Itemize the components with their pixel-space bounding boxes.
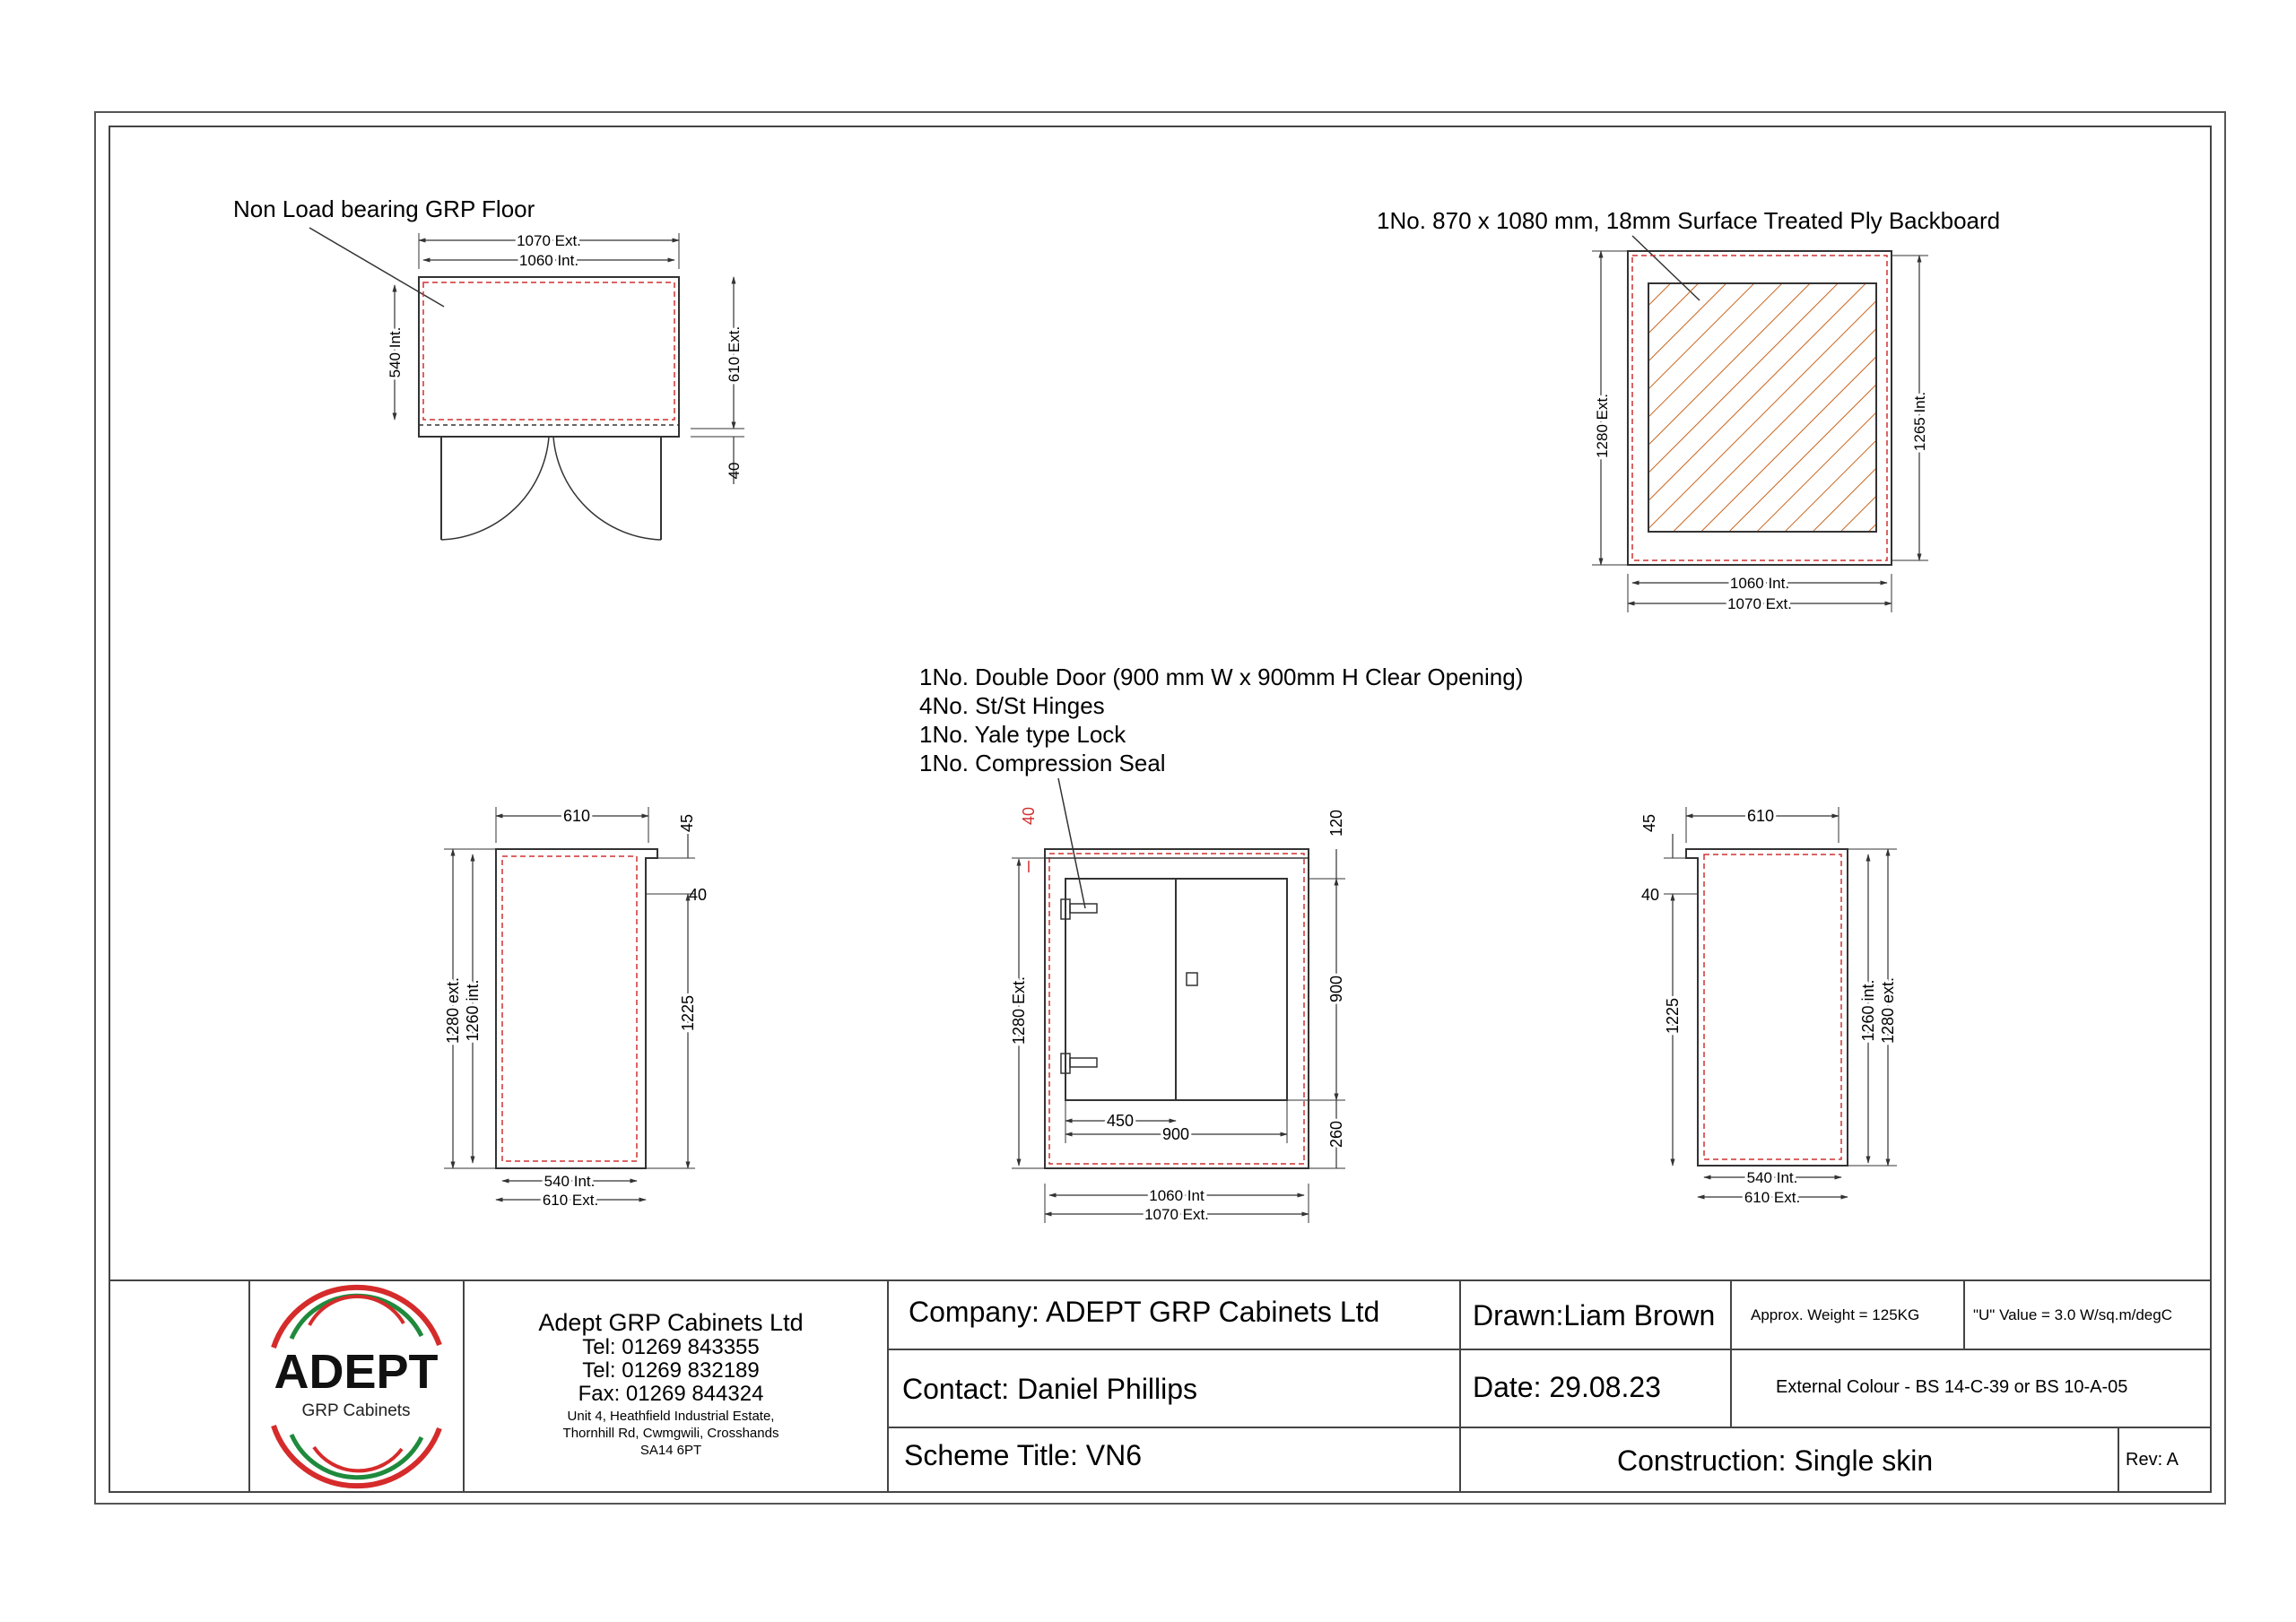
right-int-height: 1260 int. xyxy=(1859,979,1877,1042)
logo-text: ADEPT xyxy=(274,1345,439,1399)
front-door-height: 900 xyxy=(1327,975,1345,1003)
note-line-4: 1No. Compression Seal xyxy=(919,750,1166,776)
left-body-1225: 1225 xyxy=(679,994,697,1032)
right-drip-40: 40 xyxy=(1641,886,1660,904)
company-address-1: Unit 4, Heathfield Industrial Estate, xyxy=(567,1409,775,1424)
tb-weight: Approx. Weight = 125KG xyxy=(1751,1306,1920,1323)
note-line-3: 1No. Yale type Lock xyxy=(919,721,1126,748)
backboard-ext-height: 1280 Ext. xyxy=(1594,394,1611,458)
plan-int-depth: 540 Int. xyxy=(387,326,404,378)
right-body-1225: 1225 xyxy=(1664,997,1682,1035)
backboard-view xyxy=(1377,207,2000,612)
plan-inner-dashed xyxy=(423,282,674,420)
tb-rev: Rev: A xyxy=(2126,1450,2179,1470)
company-details xyxy=(538,1309,803,1458)
tb-date: Date: 29.08.23 xyxy=(1473,1371,1661,1403)
front-ext-width: 1070 Ext. xyxy=(1144,1206,1209,1223)
front-door-width: 900 xyxy=(1161,1125,1190,1143)
company-tel-2: Tel: 01269 832189 xyxy=(582,1358,760,1383)
left-int-depth: 540 Int. xyxy=(544,1173,596,1190)
tb-company: Company: ADEPT GRP Cabinets Ltd xyxy=(909,1296,1380,1328)
front-half-450: 450 xyxy=(1106,1112,1135,1130)
note-line-1: 1No. Double Door (900 mm W x 900mm H Clear Opening) xyxy=(919,664,1524,690)
tb-construction: Construction: Single skin xyxy=(1617,1444,1934,1477)
door-swing-right xyxy=(553,437,661,540)
company-fax: Fax: 01269 844324 xyxy=(578,1382,764,1406)
door-notes xyxy=(919,664,1523,908)
company-address-2: Thornhill Rd, Cwmgwili, Crosshands xyxy=(562,1426,779,1441)
company-tel-1: Tel: 01269 843355 xyxy=(582,1335,760,1359)
left-side-dimensions xyxy=(444,807,707,1209)
floor-label: Non Load bearing GRP Floor xyxy=(233,195,535,222)
backboard-int-width: 1060 Int. xyxy=(1729,575,1790,592)
company-name: Adept GRP Cabinets Ltd xyxy=(538,1309,804,1336)
tb-colour: External Colour - BS 14-C-39 or BS 10-A-05 xyxy=(1776,1377,2128,1397)
plan-ext-width: 1070 Ext. xyxy=(517,232,581,249)
plan-view xyxy=(233,195,744,540)
front-roof-120: 120 xyxy=(1327,809,1345,837)
left-side-outline xyxy=(496,849,657,1168)
title-block-fields xyxy=(902,1296,2179,1477)
front-ext-height: 1280 Ext. xyxy=(1010,976,1028,1045)
front-dimensions xyxy=(1010,807,1345,1223)
plan-ext-depth: 610 Ext. xyxy=(726,325,743,383)
backboard-ext-width: 1070 Ext. xyxy=(1727,595,1792,612)
right-side-dimensions xyxy=(1640,807,1897,1206)
logo-subtext: GRP Cabinets xyxy=(301,1401,411,1420)
left-ext-height: 1280 ext. xyxy=(444,976,462,1045)
right-overhang-45: 45 xyxy=(1640,813,1658,833)
note-line-2: 4No. St/St Hinges xyxy=(919,692,1105,719)
plan-dimensions xyxy=(387,232,743,479)
right-top-610: 610 xyxy=(1746,807,1775,825)
backboard-int-height: 1265 Int. xyxy=(1911,391,1928,452)
front-roof-red-40: 40 xyxy=(1020,806,1038,826)
yale-lock xyxy=(1187,973,1197,985)
backboard-hatched-panel xyxy=(1648,283,1876,532)
backboard-label: 1No. 870 x 1080 mm, 18mm Surface Treated Ply Backboard xyxy=(1377,207,2001,234)
plan-outline xyxy=(419,277,679,437)
left-overhang-45: 45 xyxy=(678,813,696,833)
left-ext-depth: 610 Ext. xyxy=(542,1192,599,1209)
left-int-height: 1260 int. xyxy=(464,979,482,1042)
tb-u-value: "U" Value = 3.0 W/sq.m/degC xyxy=(1973,1306,2172,1323)
plan-plinth: 40 xyxy=(726,462,743,480)
front-sill-260: 260 xyxy=(1327,1120,1345,1149)
company-address-3: SA14 6PT xyxy=(639,1443,702,1458)
right-ext-depth: 610 Ext. xyxy=(1744,1189,1801,1206)
left-top-610: 610 xyxy=(562,807,591,825)
adept-logo xyxy=(274,1288,439,1486)
left-side-elevation xyxy=(444,807,695,1200)
right-int-depth: 540 Int. xyxy=(1746,1169,1798,1186)
right-ext-height: 1280 ext. xyxy=(1879,976,1897,1045)
tb-scheme: Scheme Title: VN6 xyxy=(904,1439,1142,1471)
door-swing-left xyxy=(441,437,549,540)
right-side-outline xyxy=(1686,849,1848,1166)
tb-drawn: Drawn:Liam Brown xyxy=(1473,1299,1716,1331)
left-drip-40: 40 xyxy=(689,886,708,904)
plan-int-width: 1060 Int. xyxy=(518,252,579,269)
tb-contact: Contact: Daniel Phillips xyxy=(902,1373,1198,1405)
front-int-width: 1060 Int xyxy=(1149,1187,1205,1204)
front-elevation xyxy=(1012,849,1345,1223)
